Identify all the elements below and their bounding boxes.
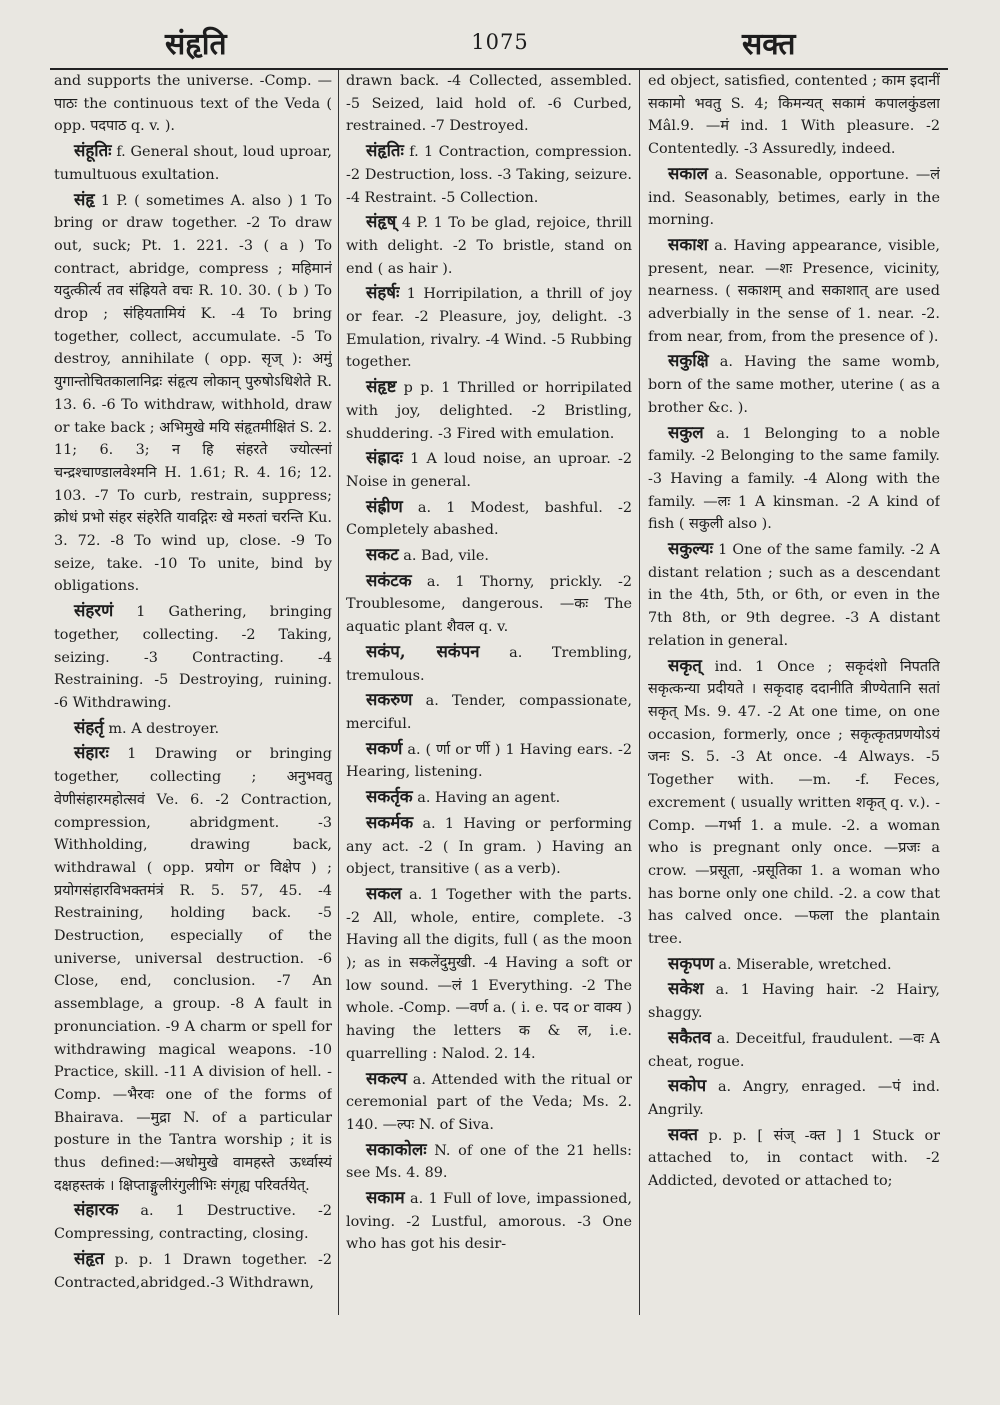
dictionary-entry bbox=[346, 882, 632, 1066]
entry-definition: a. Deceitful, fraudulent. —वः A cheat, rogue. bbox=[648, 1030, 940, 1070]
entry-headword: संहरणं bbox=[74, 600, 114, 621]
dictionary-entry bbox=[648, 162, 940, 232]
dictionary-entry bbox=[648, 349, 940, 419]
entry-definition: 1 Horripilation, a thrill of joy or fear. -2 Pleasure, joy, delight. -3 Emulation, rivalry. -4 Wind. -5 Rubbing together. bbox=[346, 286, 632, 371]
entry-headword: सकट bbox=[366, 544, 399, 565]
entry-definition: a. Having the same womb, born of the same mother, uterine ( as a brother &c. ). bbox=[648, 354, 940, 416]
dictionary-entry bbox=[648, 421, 940, 537]
entry-definition: drawn back. -4 Collected, assembled. -5 Seized, laid hold of. -6 Curbed, restrained. -7 Destroyed. bbox=[346, 73, 632, 135]
entry-headword: संहर्षः bbox=[366, 282, 400, 303]
header-right-word: सक्त bbox=[742, 27, 796, 62]
entry-headword: संह्रादः bbox=[366, 447, 403, 468]
header-left-word: संहृति bbox=[165, 27, 227, 62]
dictionary-entry bbox=[54, 188, 332, 599]
entry-definition: a. Trembling, tremulous. bbox=[346, 644, 632, 684]
entry-definition: f. 1 Contraction, compression. -2 Destruction, loss. -3 Taking, seizure. -4 Restraint. -5 Collection. bbox=[346, 144, 632, 206]
column-1 bbox=[54, 70, 332, 1405]
entry-definition: a. Miserable, wretched. bbox=[713, 956, 892, 973]
column-divider bbox=[338, 70, 339, 1315]
entry-headword: सकर्ण bbox=[366, 737, 403, 758]
page-number: 1075 bbox=[471, 30, 529, 54]
entry-definition: a. 1 Belonging to a noble family. -2 Belonging to the same family. -3 Having a family. -4 Along with the family. —लः 1 A kinsman. -2 A kind of fish ( सकुली also ). bbox=[648, 425, 940, 533]
entry-headword: सकैतव bbox=[668, 1026, 712, 1047]
dictionary-entry bbox=[648, 977, 940, 1024]
entry-headword: संहृत bbox=[74, 1247, 105, 1268]
dictionary-entry bbox=[648, 233, 940, 349]
entry-headword: सकल bbox=[366, 882, 402, 903]
entry-headword: संहारक bbox=[74, 1199, 119, 1220]
dictionary-entry bbox=[346, 495, 632, 542]
entry-definition: a. ( र्णा or र्णी ) 1 Having ears. -2 Hearing, listening. bbox=[346, 741, 632, 781]
dictionary-entry bbox=[346, 70, 632, 138]
entry-headword: सकृपण bbox=[668, 952, 714, 973]
entry-headword: संहृ bbox=[74, 188, 95, 209]
entry-headword: सकर्तृक bbox=[366, 786, 413, 807]
entry-definition: ed object, satisfied, contented ; काम इदानीं सकामो भवतु S. 4; किमन्यत् सकामं कपालकुंडला Mâl.9. —मं ind. 1 With pleasure. -2 Contentedly. -3 Assuredly, indeed. bbox=[648, 73, 940, 158]
entry-definition: a. 1 Having or performing any act. -2 ( In gram. ) Having an object, transitive ( as a verb). bbox=[346, 815, 632, 878]
dictionary-entry bbox=[648, 952, 940, 977]
entry-headword: सकाकोलः bbox=[366, 1138, 427, 1159]
entry-headword: सकाल bbox=[668, 162, 708, 183]
dictionary-entry bbox=[346, 281, 632, 374]
dictionary-entry bbox=[346, 1067, 632, 1137]
dictionary-entry bbox=[648, 1123, 940, 1193]
dictionary-entry bbox=[346, 210, 632, 280]
entry-definition: m. A destroyer. bbox=[103, 720, 220, 737]
entry-definition: N. of one of the 21 hells: see Ms. 4. 89. bbox=[346, 1142, 632, 1182]
entry-definition: a. 1 Full of love, impassioned, loving. -2 Lustful, amorous. -3 One who has got his desir- bbox=[346, 1191, 632, 1253]
entry-headword: सकृत् bbox=[668, 654, 702, 675]
dictionary-entry bbox=[54, 1247, 332, 1294]
dictionary-entry bbox=[54, 139, 332, 186]
entry-definition: a. 1 Destructive. -2 Compressing, contracting, closing. bbox=[54, 1203, 332, 1243]
entry-headword: सकोप bbox=[668, 1075, 707, 1096]
dictionary-entry bbox=[346, 1138, 632, 1185]
dictionary-entry bbox=[346, 375, 632, 445]
dictionary-entry bbox=[54, 741, 332, 1197]
entry-headword: सकुक्षि bbox=[668, 350, 709, 371]
dictionary-entry bbox=[648, 654, 940, 951]
column-3 bbox=[648, 70, 940, 1405]
dictionary-entry bbox=[346, 543, 632, 568]
entry-definition: 4 P. 1 To be glad, rejoice, thrill with delight. -2 To bristle, stand on end ( as hair ). bbox=[346, 215, 632, 277]
entry-headword: सकेश bbox=[668, 978, 704, 999]
dictionary-entry bbox=[54, 70, 332, 138]
entry-definition: a. Having appearance, visible, present, near. —शः Presence, vicinity, nearness. ( सकाशम् and सकाशात् are used adverbially in the sense of 1. near. -2. from near, from, from the presence of ). bbox=[648, 237, 940, 345]
entry-definition: a. Seasonable, opportune. —लं ind. Seasonably, betimes, early in the morning. bbox=[648, 166, 940, 229]
entry-headword: संह्रीण bbox=[366, 495, 403, 516]
entry-definition: p p. 1 Thrilled or horripilated with joy, delighted. -2 Bristling, shuddering. -3 Fired with emulation. bbox=[346, 380, 632, 442]
entry-headword: सकाश bbox=[668, 233, 708, 254]
entry-headword: सकर्मक bbox=[366, 811, 414, 832]
entry-headword: संहृष्ट bbox=[366, 376, 397, 397]
entry-definition: a. Having an agent. bbox=[412, 790, 561, 807]
dictionary-entry bbox=[346, 811, 632, 881]
entry-definition: a. Tender, compassionate, merciful. bbox=[346, 693, 632, 732]
dictionary-entry bbox=[346, 737, 632, 784]
entry-definition: a. 1 Thorny, prickly. -2 Troublesome, dangerous. —कः The aquatic plant शैवल q. v. bbox=[346, 573, 632, 636]
entry-definition: 1 Drawing or bringing together, collecting ; अनुभवतु वेणीसंहारमहोत्सवं Ve. 6. -2 Contraction, compression, abridgment. -3 Withholding, drawing back, withdrawal ( opp. प्रयोग or विक्षेप ) ; प्रयोगसंहारविभक्तमंत्रं R. 5. 57, 45. -4 Restraining, holding back. -5 Destruction, especially of the universe, universal destruction. -6 Close, end, conclusion. -7 An assemblage, a group. -8 A fault in pronunciation. -9 A charm or spell for withdrawing magical weapons. -10 Practice, skill. -11 A division of hell. -Comp. —भैरवः one of the forms of Bhairava. —मुद्रा N. of a particular posture in the Tantra worship ; it is thus defined:—अधोमुखे वामहस्ते ऊर्ध्वास्यं दक्षहस्तकं । क्षिप्ताङ्गुलीरंगुलीभिः संगृह्य परिवर्तयेत्. bbox=[54, 746, 332, 1194]
column-divider bbox=[639, 70, 640, 1315]
entry-definition: a. 1 Modest, bashful. -2 Completely abashed. bbox=[346, 499, 632, 539]
entry-definition: ind. 1 Once ; सकृदंशो निपतति सकृत्कन्या प्रदीयते । सकृदाह ददानीति त्रीण्येतानि सतां सकृत् Ms. 9. 47. -2 At one time, on one occasion, formerly, once ; सकृत्कृतप्रणयोऽयं जनः S. 5. -3 At once. -4 Always. -5 Together with. —m. -f. Feces, excrement ( usually written शकृत् q. v.). -Comp. —गर्भा 1. a mule. -2. a woman who is pregnant only once. —प्रजः a crow. —प्रसूता, -प्रसूतिका 1. a woman who has borne only one child. -2. a cow that has calved once. —फला the plantain tree. bbox=[648, 658, 940, 948]
entry-definition: a. 1 Having hair. -2 Hairy, shaggy. bbox=[648, 982, 940, 1022]
entry-definition: p. p. 1 Drawn together. -2 Contracted,abridged.-3 Withdrawn, bbox=[54, 1251, 332, 1291]
dictionary-entry bbox=[648, 537, 940, 653]
entry-definition: 1 Gathering, bringing together, collecting. -2 Taking, seizing. -3 Contracting. -4 Restraining. -5 Destroying, ruining. -6 Withdrawing. bbox=[54, 604, 332, 711]
dictionary-entry bbox=[54, 716, 332, 741]
entry-definition: 1 A loud noise, an uproar. -2 Noise in general. bbox=[346, 451, 632, 490]
entry-definition: a. Bad, vile. bbox=[398, 548, 489, 565]
entry-headword: सकाम bbox=[366, 1187, 405, 1208]
entry-definition: p. p. [ संज् -क्त ] 1 Stuck or attached to, in contact with. -2 Addicted, devoted or attached to; bbox=[648, 1127, 940, 1190]
dictionary-entry bbox=[346, 785, 632, 810]
entry-headword: सकुल bbox=[668, 421, 704, 442]
dictionary-entry bbox=[648, 70, 940, 161]
dictionary-entry bbox=[346, 688, 632, 735]
entry-headword: संहूतिः bbox=[74, 140, 112, 161]
dictionary-entry bbox=[54, 599, 332, 715]
entry-definition: f. General shout, loud uproar, tumultuous exultation. bbox=[54, 144, 332, 183]
entry-headword: सकंप, सकंपन bbox=[366, 640, 480, 661]
dictionary-entry bbox=[648, 1074, 940, 1121]
entry-definition: 1 One of the same family. -2 A distant relation ; such as a descendant in the 4th, 5th, or 6th, or even in the 7th 8th, or 9th degree. -3 A distant relation in general. bbox=[648, 542, 940, 649]
dictionary-entry bbox=[346, 139, 632, 209]
entry-definition: a. Attended with the ritual or ceremonial part of the Veda; Ms. 2. 140. —ल्पः N. of Siva. bbox=[346, 1071, 632, 1133]
dictionary-entry bbox=[346, 1186, 632, 1256]
entry-headword: सकंटक bbox=[366, 569, 412, 590]
entry-definition: and supports the universe. -Comp. —पाठः the continuous text of the Veda ( opp. पदपाठ q. v. ). bbox=[54, 73, 332, 135]
entry-headword: सकुल्यः bbox=[668, 538, 714, 559]
dictionary-entry bbox=[648, 1026, 940, 1073]
entry-definition: a. Angry, enraged. —पं ind. Angrily. bbox=[648, 1079, 940, 1118]
entry-definition: 1 P. ( sometimes A. also ) 1 To bring or draw together. -2 To draw out, suck; Pt. 1. 221. -3 ( a ) To contract, abridge, compress ; महिमानं यदुत्कीर्त्य तव संह्रियते वचः R. 10. 30. ( b ) To drop ; संहियतामियं K. -4 To bring together, collect, accumulate. -5 To destroy, annihilate ( opp. सृज् ): अमुं युगान्तोचितकालानिद्रः संहृत्य लोकान् पुरुषोऽधिशेते R. 13. 6. -6 To withdraw, withhold, draw or take back ; अभिमुखे मयि संहृतमीक्षितं S. 2. 11; 6. 3; न हि संहरते ज्योत्स्नां चन्द्रश्चाण्डालवेश्मनि H. 1.61; R. 4. 16; 12. 103. -7 To curb, restrain, suppress; क्रोधं प्रभो संहर संहरेति यावद्गिरः खे मरुतां चरन्ति Ku. 3. 72. -8 To wind up, close. -9 To seize, take. -10 To unite, bind by obligations. bbox=[54, 192, 332, 595]
entry-headword: संहारः bbox=[74, 742, 109, 763]
dictionary-entry bbox=[54, 1198, 332, 1245]
dictionary-entry bbox=[346, 640, 632, 687]
dictionary-entry bbox=[346, 446, 632, 493]
entry-headword: संहृतिः bbox=[366, 140, 404, 161]
entry-headword: सकल्प bbox=[366, 1067, 407, 1088]
column-2 bbox=[346, 70, 632, 1405]
entry-definition: a. 1 Together with the parts. -2 All, whole, entire, complete. -3 Having all the digits, full ( as the moon ); as in सकलेंदुमुखी. -4 Having a soft or low sound. —लं 1 Everything. -2 The whole. -Comp. —वर्ण a. ( i. e. पद or वाक्य ) having the letters क & ल, i.e. quarrelling : Nalod. 2. 14. bbox=[346, 886, 632, 1062]
dictionary-entry bbox=[346, 569, 632, 639]
entry-headword: संहृष् bbox=[366, 211, 397, 232]
entry-headword: संहर्तृ bbox=[74, 716, 104, 737]
entry-headword: सकरुण bbox=[366, 689, 413, 710]
entry-headword: सक्त bbox=[668, 1123, 698, 1144]
